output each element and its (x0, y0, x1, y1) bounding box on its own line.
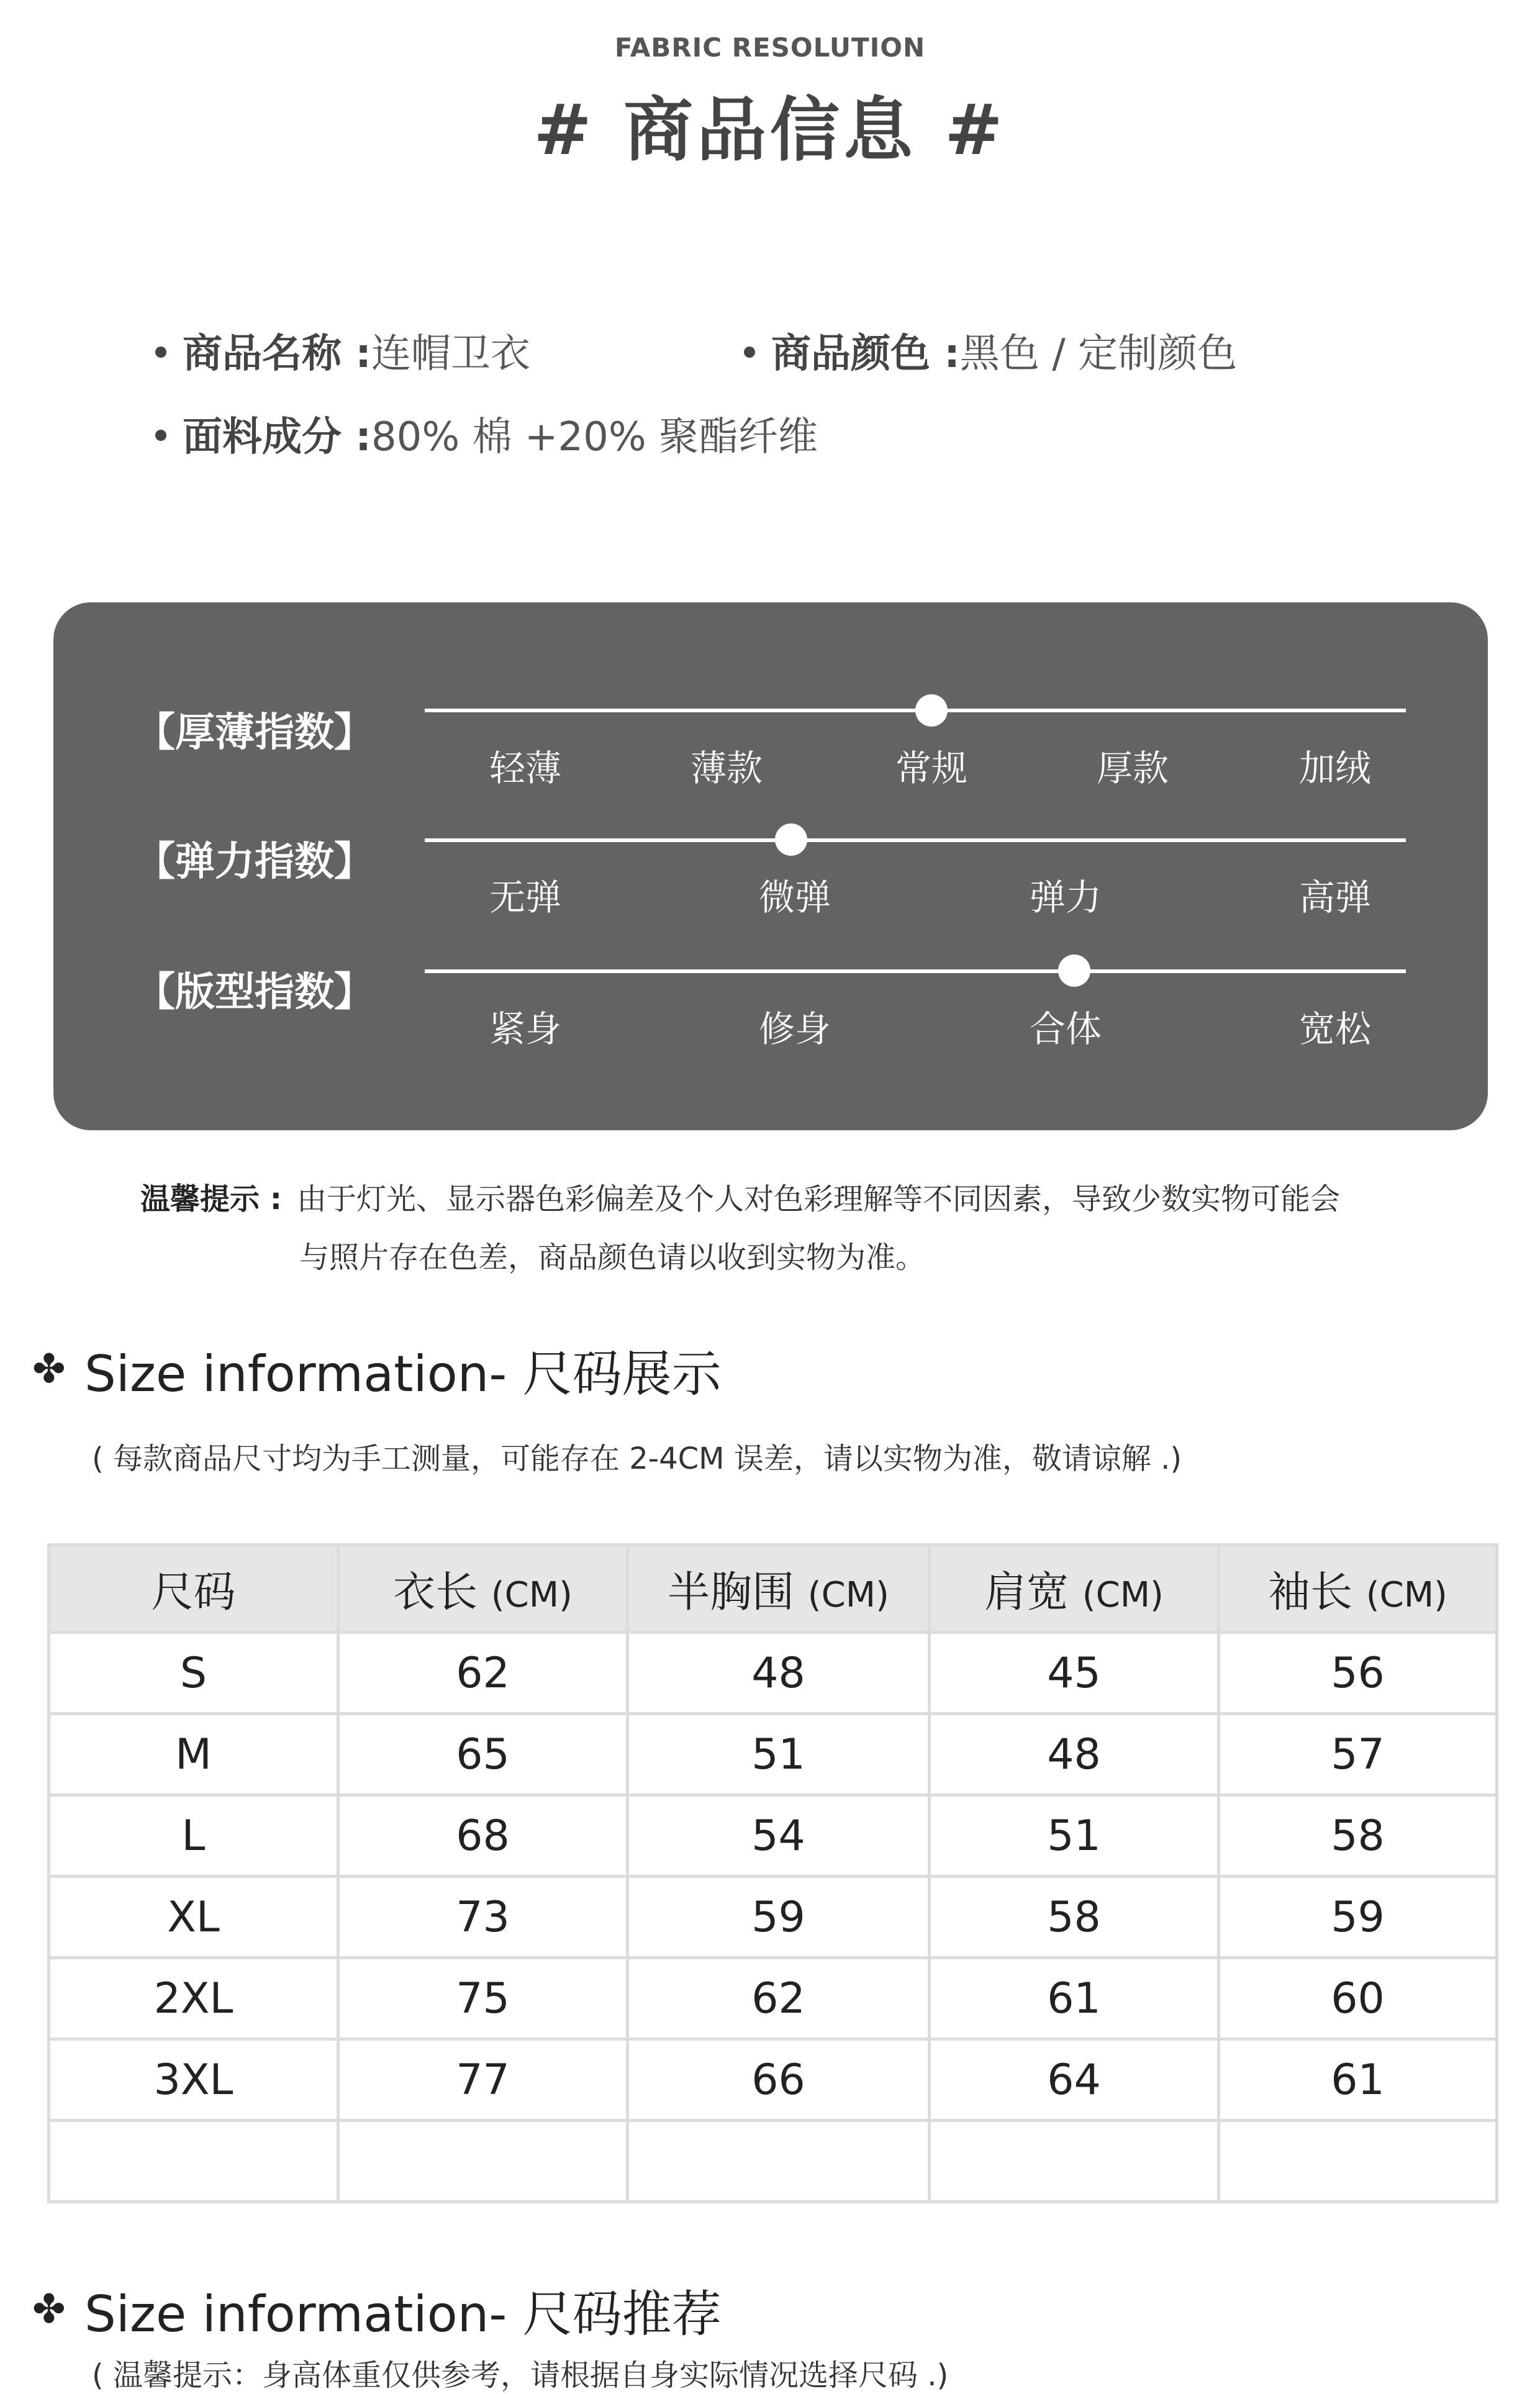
size-section-note: ( 每款商品尺寸均为手工测量，可能存在 2-4CM 误差，请以实物为准，敬请谅解 .) (92, 1441, 1182, 1476)
table-cell (49, 2121, 338, 2202)
thickness-option: 轻薄 (489, 747, 562, 789)
table-cell: 58 (1219, 1795, 1497, 1877)
table-cell: 68 (338, 1795, 628, 1877)
recommend-section-note: ( 温馨提示：身高体重仅供参考，请根据自身实际情况选择尺码 .) (92, 2358, 949, 2393)
table-cell: 73 (338, 1877, 628, 1958)
table-header-cell (338, 1545, 628, 1633)
sparkle-icon: ✤ (32, 2287, 66, 2333)
table-cell (338, 2121, 628, 2202)
product-color-value: 黑色 / 定制颜色 (959, 331, 1238, 377)
table-cell: 62 (338, 1633, 628, 1714)
tip-label: 温馨提示 : (140, 1182, 282, 1217)
thickness-index-label: 【厚薄指数】 (135, 710, 374, 756)
table-row (49, 1714, 1497, 1795)
thickness-option: 薄款 (690, 747, 763, 789)
thickness-option: 厚款 (1096, 747, 1169, 789)
product-color-row (744, 322, 1237, 379)
table-header-cell (930, 1545, 1219, 1633)
elasticity-track (425, 838, 1406, 842)
table-cell: XL (49, 1877, 338, 1958)
table-row (49, 1633, 1497, 1714)
product-fabric-row (155, 405, 818, 462)
table-cell: 57 (1219, 1714, 1497, 1795)
header-subtitle: FABRIC RESOLUTION (614, 32, 926, 63)
header-text: 衣长 (393, 1567, 478, 1617)
product-name-label: 商品名称 : (183, 331, 371, 377)
table-cell: 51 (628, 1714, 930, 1795)
table-cell: 75 (338, 1958, 628, 2039)
table-header-cell (1219, 1545, 1497, 1633)
table-row (49, 2039, 1497, 2121)
table-cell (1219, 2121, 1497, 2202)
size-table-body (49, 1633, 1497, 2202)
table-header-row (49, 1545, 1497, 1633)
elasticity-option: 弹力 (1029, 876, 1102, 918)
header-text: 半胸围 (668, 1567, 795, 1617)
table-cell: 61 (1219, 2039, 1497, 2121)
table-cell: M (49, 1714, 338, 1795)
table-cell: 62 (628, 1958, 930, 2039)
elasticity-option: 无弹 (489, 876, 562, 918)
table-row (49, 2121, 1497, 2202)
header-unit: (CM) (491, 1574, 573, 1615)
elasticity-index-label: 【弹力指数】 (135, 839, 374, 885)
table-cell: L (49, 1795, 338, 1877)
table-header-cell (49, 1545, 338, 1633)
table-cell: 48 (930, 1714, 1219, 1795)
table-cell: S (49, 1633, 338, 1714)
header-unit: (CM) (1082, 1574, 1164, 1615)
table-cell: 65 (338, 1714, 628, 1795)
tip-line-1: 由于灯光、显示器色彩偏差及个人对色彩理解等不同因素，导致少数实物可能会 (297, 1182, 1341, 1217)
table-header-cell (628, 1545, 930, 1633)
product-fabric-label: 面料成分 : (183, 414, 371, 460)
fit-track (425, 969, 1406, 973)
header-unit: (CM) (1366, 1574, 1447, 1615)
size-section-title: Size information- 尺码展示 (84, 1345, 722, 1403)
table-cell: 61 (930, 1958, 1219, 2039)
thickness-option: 加绒 (1298, 747, 1372, 789)
page-title: # 商品信息 # (533, 90, 1007, 171)
elasticity-option-selected: 微弹 (758, 876, 831, 918)
bullet-icon (155, 430, 166, 441)
header-text: 尺码 (151, 1567, 236, 1617)
table-cell: 58 (930, 1877, 1219, 1958)
product-name-value: 连帽卫衣 (371, 331, 530, 377)
elasticity-option: 高弹 (1298, 876, 1372, 918)
table-cell: 66 (628, 2039, 930, 2121)
table-cell: 59 (628, 1877, 930, 1958)
table-row (49, 1877, 1497, 1958)
table-cell: 3XL (49, 2039, 338, 2121)
table-cell: 54 (628, 1795, 930, 1877)
header-text: 袖长 (1268, 1567, 1353, 1617)
size-table (47, 1543, 1498, 2203)
table-cell (628, 2121, 930, 2202)
table-cell: 77 (338, 2039, 628, 2121)
thickness-option-selected: 常规 (895, 747, 968, 789)
table-cell: 51 (930, 1795, 1219, 1877)
fit-option: 修身 (758, 1008, 831, 1050)
fit-option: 紧身 (489, 1008, 562, 1050)
product-fabric-value: 80% 棉 +20% 聚酯纤维 (371, 414, 818, 460)
product-name-row (155, 322, 530, 379)
tip-line-2: 与照片存在色差，商品颜色请以收到实物为准。 (299, 1240, 926, 1275)
fit-option-selected: 合体 (1029, 1008, 1102, 1050)
product-color-label: 商品颜色 : (771, 331, 960, 377)
elasticity-knob (775, 823, 807, 856)
table-cell: 56 (1219, 1633, 1497, 1714)
bullet-icon (744, 347, 755, 358)
table-cell: 59 (1219, 1877, 1497, 1958)
table-cell (930, 2121, 1219, 2202)
header-text: 肩宽 (984, 1567, 1069, 1617)
table-cell: 60 (1219, 1958, 1497, 2039)
sparkle-icon: ✤ (32, 1346, 66, 1392)
table-cell: 2XL (49, 1958, 338, 2039)
table-row (49, 1958, 1497, 2039)
fit-index-label: 【版型指数】 (135, 969, 374, 1015)
fit-option: 宽松 (1298, 1008, 1372, 1050)
table-row (49, 1795, 1497, 1877)
header-unit: (CM) (807, 1574, 889, 1615)
recommend-section-title: Size information- 尺码推荐 (84, 2285, 722, 2343)
table-cell: 45 (930, 1633, 1219, 1714)
table-cell: 48 (628, 1633, 930, 1714)
thickness-knob (915, 694, 948, 727)
bullet-icon (155, 347, 166, 358)
table-cell: 64 (930, 2039, 1219, 2121)
fit-knob (1058, 954, 1090, 987)
